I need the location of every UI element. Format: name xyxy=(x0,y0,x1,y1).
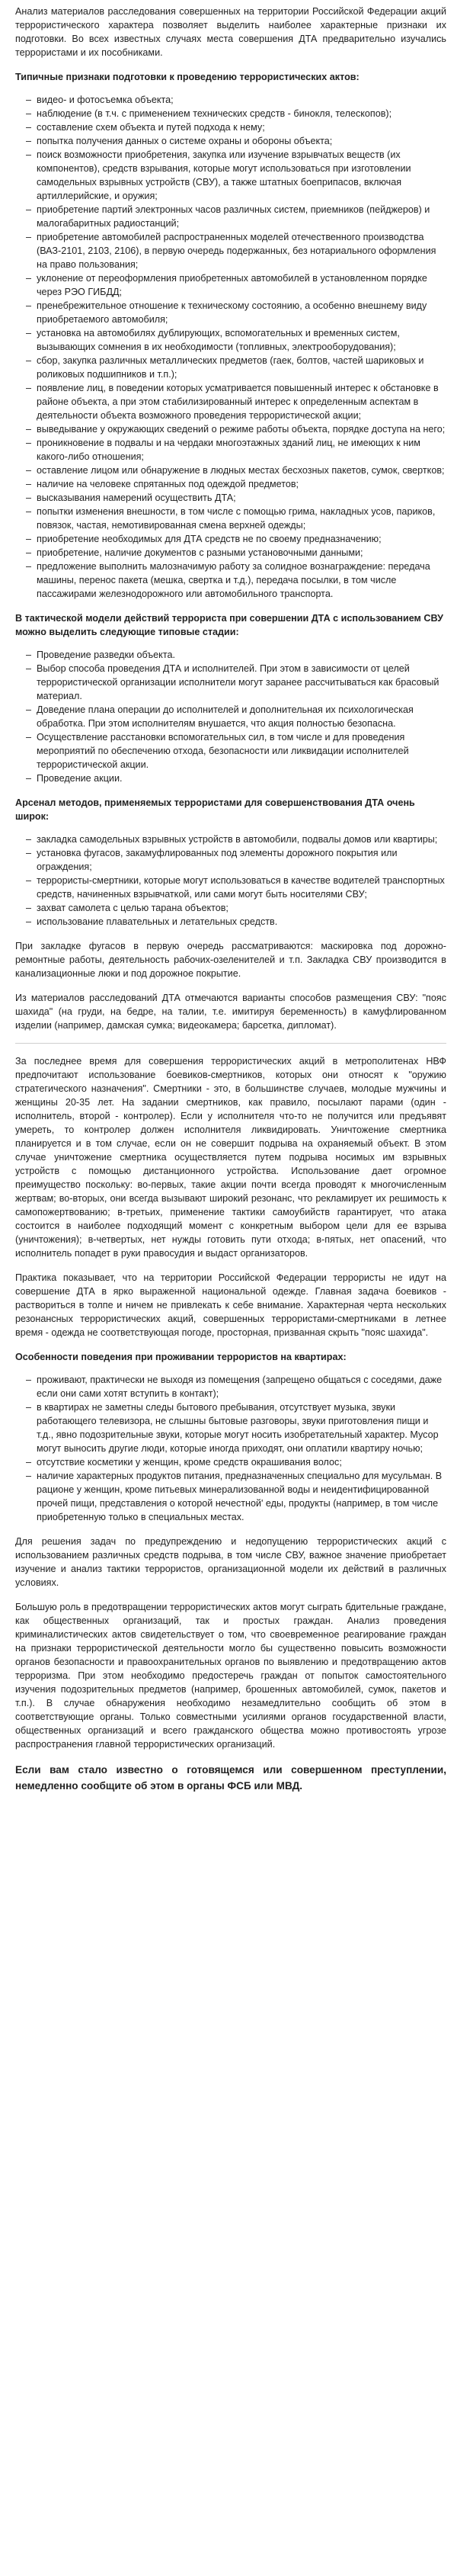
section-heading-methods: Арсенал методов, применяемых террористами для совершенствования ДТА очень широк: xyxy=(15,797,415,822)
list-item: – установка на автомобилях дублирующих, вспомогательных и временных систем, вызывающих сомнения в их необходимости (топливных, электрооборудования); xyxy=(37,326,446,354)
paragraph-appearance: Практика показывает, что на территории Российской Федерации террористы не идут на совершение ДТА в ярко выраженной национальной одежде. Главная задача боевиков - раствориться в толпе и ничем не привлекать к себе внимание. Характерная черта нескольких резонансных террористических акций, совершенных террористами-смертниками в летнее время - одежда не соответствующая погоде, просторная, призванная скрыть "пояс шахида". xyxy=(15,1272,446,1338)
list-item: – отсутствие косметики у женщин, кроме средств окрашивания волос; xyxy=(37,1455,446,1469)
list-item: – видео- и фотосъемка объекта; xyxy=(37,93,446,107)
apartment-behavior-list xyxy=(15,1373,446,1524)
paragraph-ied-placement: Из материалов расследований ДТА отмечаются варианты способов размещения СВУ: "пояс шахида" (на груди, на бедре, на талии, т.е. имитируя беременность) в камуфлированном изделии (например, дамская сумка; видеокамера; барсетка, дипломат). xyxy=(15,993,446,1031)
list-item: – выведывание у окружающих сведений о режиме работы объекта, порядке доступа на него; xyxy=(37,422,446,436)
intro-paragraph: Анализ материалов расследования совершенных на территории Российской Федерации акций террористического характера позволяет выделить наиболее характерные признаки их подготовки. Во всех известных случаях места совершения ДТА предварительно изучались террористами и их пособниками. xyxy=(15,6,446,58)
list-item: – наличие характерных продуктов питания, предназначенных специально для мусульман. В рационе у женщин, кроме питьевых минерализованной воды и неидентифицированной прочей пищи, представления о которой нечестной' еды, продукты (например, в том числе приобретенную только в специальных местах. xyxy=(37,1469,446,1524)
list-item: – закладка самодельных взрывных устройств в автомобили, подвалы домов или квартиры; xyxy=(37,832,446,846)
list-item: – оставление лицом или обнаружение в людных местах бесхозных пакетов, сумок, свертков; xyxy=(37,464,446,477)
list-item: – составление схем объекта и путей подхода к нему; xyxy=(37,120,446,134)
list-item: – Выбор способа проведения ДТА и исполнителей. При этом в зависимости от целей террористической организации исполнители могут заранее рассчитываться как брасовый материал. xyxy=(37,662,446,703)
list-item: – захват самолета с целью тарана объектов; xyxy=(37,901,446,915)
list-item: – приобретение необходимых для ДТА средств не по своему предназначению; xyxy=(37,532,446,546)
list-item: – высказывания намерений осуществить ДТА; xyxy=(37,491,446,505)
list-item: – установка фугасов, закамуфлированных под элементы дорожного покрытия или ограждения; xyxy=(37,846,446,874)
list-item: – попытки изменения внешности, в том числе с помощью грима, накладных усов, париков, повязок, частая, немотивированная смена верхней одежды; xyxy=(37,505,446,532)
list-item: – проникновение в подвалы и на чердаки многоэтажных зданий лиц, не имеющих к ним какого-либо отношения; xyxy=(37,436,446,464)
list-item: – наличие на человеке спрятанных под одеждой предметов; xyxy=(37,477,446,491)
preparation-signs-list xyxy=(15,93,446,601)
section-heading-apartment-behavior: Особенности поведения при проживании террористов на квартирах: xyxy=(15,1352,347,1362)
list-item: – уклонение от переоформления приобретенных автомобилей в установленном порядке через РЭО ГИБДД; xyxy=(37,271,446,299)
list-item: – появление лиц, в поведении которых усматривается повышенный интерес к обстановке в районе объекта, а при этом стабилизированный интерес к определенным аспектам в деятельности объекта возможного проведения террористической акции; xyxy=(37,381,446,422)
list-item: – поиск возможности приобретения, закупка или изучение взрывчатых веществ (их компонентов), средств взрывания, которые могут использоваться при изготовлении самодельных взрывных устройств (СВУ), а также штатных боеприпасов, включая артиллерийские, и оружия; xyxy=(37,148,446,203)
list-item: – Проведение акции. xyxy=(37,772,446,785)
methods-list xyxy=(15,832,446,929)
section-heading-tactical-stages: В тактической модели действий террориста при совершении ДТА с использованием СВУ можно выделить следующие типовые стадии: xyxy=(15,613,443,637)
list-item: – приобретение партий электронных часов различных систем, приемников (пейджеров) и малогабаритных радиостанций; xyxy=(37,203,446,230)
list-item: – Осуществление расстановки вспомогательных сил, в том числе и для проведения мероприятий по обеспечению отхода, безопасности или ликвидации исполнителей террористической акции. xyxy=(37,730,446,772)
list-item: – предложение выполнить малозначимую работу за солидное вознаграждение: передача машины, перенос пакета (мешка, свертка и т.д.), передача посылки, в том числе пассажирами железнодорожного или автомобильного транспорта. xyxy=(37,560,446,601)
paragraph-landmines: При закладке фугасов в первую очередь рассматриваются: маскировка под дорожно-ремонтные работы, деятельность рабочих-озеленителей и т.п. Закладка СВУ производится в канализационные люки и под дорожное покрытие. xyxy=(15,941,446,979)
list-item: – пренебрежительное отношение к техническому состоянию, а особенно внешнему виду приобретаемого автомобиля; xyxy=(37,299,446,326)
list-item: – попытка получения данных о системе охраны и обороны объекта; xyxy=(37,134,446,148)
list-item: – сбор, закупка различных металлических предметов (гаек, болтов, частей шариковых и роликовых подшипников и т.п.); xyxy=(37,354,446,381)
list-item: – террористы-смертники, которые могут использоваться в качестве водителей транспортных средств, начиненных взрывчаткой, или сами могут быть носителями СВУ; xyxy=(37,874,446,901)
list-item: – Доведение плана операции до исполнителей и дополнительная их психологическая обработка. При этом исполнителям внушается, что акция полностью безопасна. xyxy=(37,703,446,730)
paragraph-vigilance: Большую роль в предотвращении террористических актов могут сыграть бдительные граждане, как общественных организаций, так и простых граждан. Анализ проведения криминалистических актов свидетельствует о том, что своевременное реагирование граждан на признаки террористической деятельности могло бы существенно повысить возможности органов безопасности и правоохранительных органов по выявлению и предотвращению актов терроризма. При этом необходимо предостеречь граждан от попыток самостоятельного изучения подозрительных предметов (например, брошенных автомобилей, сумок, пакетов и т.п.). В случае обнаружения необходимо незамедлительно сообщить об этом в соответствующие органы. Только совместными усилиями органов государственной власти, общественных организаций и всего гражданского общества можно противостоять угрозе распространения главной террористических организаций. xyxy=(15,1602,446,1750)
list-item: – приобретение, наличие документов с разными установочными данными; xyxy=(37,546,446,560)
list-item: – в квартирах не заметны следы бытового пребывания, отсутствует музыка, звуки работающего телевизора, не слышны бытовые разговоры, звуки приготовления пищи и т.д., явно подозрительные звуки, которые могут носить изобретательный характер. Мусор могут выносить другие люди, которые иногда приходят, они оплатили квартиру ночью; xyxy=(37,1400,446,1455)
section-heading-preparation-signs: Типичные признаки подготовки к проведению террористических актов: xyxy=(15,72,360,82)
list-item: – использование плавательных и летательных средств. xyxy=(37,915,446,929)
tactical-stages-list xyxy=(15,648,446,785)
divider xyxy=(15,1043,446,1044)
list-item: – Проведение разведки объекта. xyxy=(37,648,446,662)
paragraph-suicide-bombers: За последнее время для совершения террористических акций в метрополитенах НВФ предпочитают использование боевиков-смертников, которых они относят к "оружию стратегического назначения". Смертники - это, в большинстве случаев, молодые мужчины и женщины 20-35 лет. На задании смертников, как правило, посылают парами (один - исполнитель, второй - контролер). Если у исполнителя что-то не получится или предъявят умереть, то контролер должен исполнителя ликвидировать. Уничтожение смертника планируется и в том случае, если он не совершит подрыва на охраняемый объект. В этом случае уничтожение смертника осуществляется путем подрыва носимых им взрывных устройств с помощью дистанционного устройства. Использование дает огромное преимущество поскольку: во-первых, такие акции почти всегда проводят к многочисленным жертвам; во-вторых, они всегда вызывают широкий резонанс, что рекламирует их решимость к самопожертвованию; в-третьих, применение тактики самоубийств гарантирует, что атака состоится в наиболее подходящий момент с конкретным выбором цели для ее взрыва (уничтожения); в-четвертых, нет нужды готовить пути отхода; в-пятых, нет опасений, что исполнитель попадет в руки правосудия и выдаст организаторов. xyxy=(15,1056,446,1259)
list-item: – проживают, практически не выходя из помещения (запрещено общаться с соседями, даже если они сами хотят вступить в контакт); xyxy=(37,1373,446,1400)
paragraph-tactics-analysis: Для решения задач по предупреждению и недопущению террористических акций с использованием различных средств подрыва, в том числе СВУ, важное значение приобретает изучение и анализ тактики террористов, организационной модели их действий в различных условиях. xyxy=(15,1536,446,1588)
final-warning: Если вам стало известно о готовящемся или совершенном преступлении, немедленно сообщите об этом в органы ФСБ или МВД. xyxy=(15,1764,446,1792)
list-item: – приобретение автомобилей распространенных моделей отечественного производства (ВАЗ-2101, 2103, 2106), в первую очередь подержанных, без нотариального оформления на право пользования; xyxy=(37,230,446,271)
list-item: – наблюдение (в т.ч. с применением технических средств - бинокля, телескопов); xyxy=(37,107,446,120)
